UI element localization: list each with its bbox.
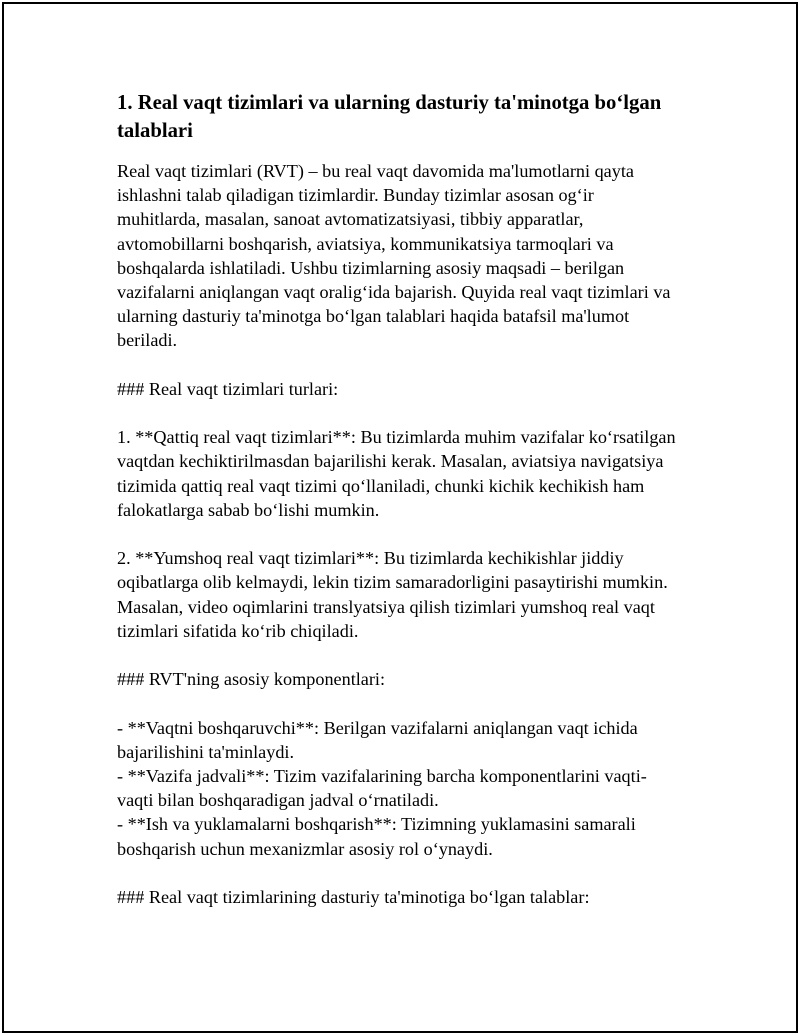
paragraph-line: avtomobillarni boshqarish, aviatsiya, kommunikatsiya tarmoqlari va bbox=[117, 233, 614, 254]
item-line: tizimida qattiq real vaqt tizimi qo‘llaniladi, chunki kichik kechikish ham bbox=[117, 475, 645, 496]
bullet-list bbox=[117, 716, 757, 861]
section-heading-components: ### RVT'ning asosiy komponentlari: bbox=[117, 669, 386, 690]
bullet-line: boshqarish uchun mexanizmlar asosiy rol o‘ynaydi. bbox=[117, 838, 493, 859]
paragraph-line: ishlashni talab qiladigan tizimlardir. Bunday tizimlar asosan og‘ir bbox=[117, 185, 594, 206]
section-heading-requirements: ### Real vaqt tizimlarining dasturiy ta'minotiga bo‘lgan talablar: bbox=[117, 887, 590, 907]
bullet-line: - **Ish va yuklamalarni boshqarish**: Tizimning yuklamasini samarali bbox=[117, 814, 636, 835]
bullet-item-time-manager bbox=[117, 716, 757, 764]
item-line: Masalan, video oqimlarini translyatsiya qilish tizimlari yumshoq real vaqt bbox=[117, 596, 655, 617]
item-line: falokatlarga sabab bo‘lishi mumkin. bbox=[117, 499, 380, 520]
paragraph-line: Real vaqt tizimlari (RVT) – bu real vaqt davomida ma'lumotlarni qayta bbox=[117, 161, 634, 181]
paragraph-line: beriladi. bbox=[117, 330, 178, 351]
paragraph-line: vazifalarni aniqlangan vaqt oralig‘ida bajarish. Quyida real vaqt tizimlari va bbox=[117, 282, 671, 303]
section-heading-types: ### Real vaqt tizimlari turlari: bbox=[117, 378, 339, 399]
intro-paragraph bbox=[117, 159, 757, 353]
paragraph-line: boshqalarda ishlatiladi. Ushbu tizimlarning asosiy maqsadi – berilgan bbox=[117, 257, 625, 278]
document-text bbox=[117, 159, 757, 909]
item-line: 1. **Qattiq real vaqt tizimlari**: Bu tizimlarda muhim vazifalar ko‘rsatilgan bbox=[117, 427, 676, 448]
item-line: oqibatlarga olib kelmaydi, lekin tizim samaradorligini pasaytirishi mumkin. bbox=[117, 572, 668, 593]
bullet-item-load-management bbox=[117, 812, 757, 860]
bullet-line: vaqti bilan boshqaradigan jadval o‘rnatiladi. bbox=[117, 790, 439, 811]
title-line: 1. Real vaqt tizimlari va ularning dasturiy ta'minotga bo‘lgan bbox=[117, 92, 662, 114]
bullet-line: - **Vaqtni boshqaruvchi**: Berilgan vazifalarni aniqlangan vaqt ichida bbox=[117, 717, 638, 738]
title-line: talablari bbox=[117, 119, 193, 142]
item-line: vaqtdan kechiktirilmasdan bajarilishi kerak. Masalan, aviatsiya navigatsiya bbox=[117, 451, 664, 472]
bullet-line: bajarilishini ta'minlaydi. bbox=[117, 741, 295, 762]
document-content bbox=[117, 90, 757, 909]
numbered-item-hard-realtime bbox=[117, 425, 757, 522]
bullet-item-task-schedule bbox=[117, 764, 757, 812]
paragraph-line: ularning dasturiy ta'minotga bo‘lgan talablari haqida batafsil ma'lumot bbox=[117, 306, 630, 327]
document-title bbox=[117, 90, 757, 145]
item-line: tizimlari sifatida ko‘rib chiqiladi. bbox=[117, 620, 359, 641]
item-line: 2. **Yumshoq real vaqt tizimlari**: Bu tizimlarda kechikishlar jiddiy bbox=[117, 548, 624, 569]
paragraph-line: muhitlarda, masalan, sanoat avtomatizatsiyasi, tibbiy apparatlar, bbox=[117, 209, 584, 230]
bullet-line: - **Vazifa jadvali**: Tizim vazifalarining barcha komponentlarini vaqti- bbox=[117, 766, 647, 786]
numbered-item-soft-realtime bbox=[117, 546, 757, 643]
